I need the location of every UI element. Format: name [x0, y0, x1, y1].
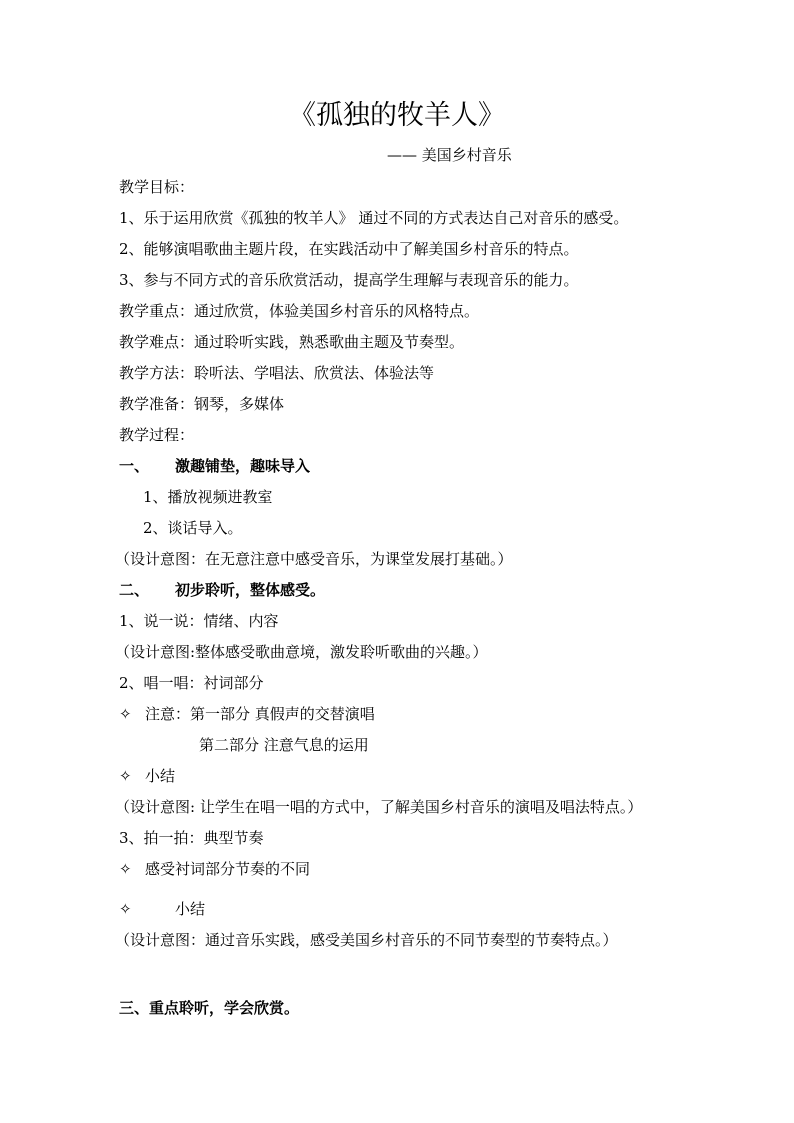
bullet-summary-1 [119, 761, 719, 792]
section-1-item-1: 1、播放视频进教室 [143, 488, 273, 506]
section-2-item-2: 2、唱一唱：衬词部分 [119, 674, 264, 692]
section-2-design-note-2: （设计意图: 让学生在唱一唱的方式中，了解美国乡村音乐的演唱及唱法特点。） [115, 798, 643, 816]
goals-heading: 教学目标： [119, 178, 195, 196]
spacer [119, 885, 719, 894]
difficulty: 教学难点：通过聆听实践，熟悉歌曲主题及节奏型。 [119, 333, 465, 351]
attention-part-2: 第二部分 注意气息的运用 [199, 736, 369, 754]
section-2-title: 初步聆听，整体感受。 [175, 581, 326, 599]
section-2-design-note-3: （设计意图：通过音乐实践，感受美国乡村音乐的不同节奏型的节奏特点。） [115, 931, 618, 949]
section-1-item-2: 2、谈话导入。 [143, 519, 243, 537]
goal-item-3: 3、参与不同方式的音乐欣赏活动，提高学生理解与表现音乐的能力。 [119, 271, 579, 289]
process-heading: 教学过程： [119, 426, 195, 444]
teaching-preparation: 教学准备：钢琴，多媒体 [119, 395, 285, 413]
summary-text-1: 小结 [145, 767, 176, 785]
diamond-bullet-icon: ✧ [119, 767, 132, 785]
summary-text-2: 小结 [175, 900, 206, 918]
section-2-item-1: 1、说一说：情绪、内容 [119, 612, 279, 630]
section-1-title: 激趣铺垫，趣味导入 [175, 457, 311, 475]
section-1-heading [119, 451, 719, 482]
feel-text: 感受衬词部分节奏的不同 [145, 860, 311, 878]
key-point: 教学重点：通过欣赏，体验美国乡村音乐的风格特点。 [119, 302, 480, 320]
document-title: 《孤独的牧羊人》 [289, 100, 505, 131]
bullet-attention [119, 699, 719, 730]
bullet-feel [119, 854, 719, 885]
attention-text: 注意：第一部分 真假声的交替演唱 [145, 705, 375, 723]
section-2-number: 二、 [119, 581, 150, 599]
section-2-design-note-1: （设计意图:整体感受歌曲意境，激发聆听歌曲的兴趣。） [115, 643, 488, 661]
spacer [119, 956, 719, 993]
diamond-bullet-icon: ✧ [119, 705, 132, 723]
diamond-bullet-icon: ✧ [119, 860, 132, 878]
section-2-heading [119, 575, 719, 606]
section-3-heading: 三、重点聆听，学会欣赏。 [119, 999, 300, 1017]
diamond-bullet-icon: ✧ [119, 900, 132, 918]
section-2-item-3: 3、拍一拍：典型节奏 [119, 829, 264, 847]
section-1-number: 一、 [119, 457, 150, 475]
document-subtitle: —— 美国乡村音乐 [387, 146, 512, 164]
goal-item-1: 1、乐于运用欣赏《孤独的牧羊人》 通过不同的方式表达自己对音乐的感受。 [119, 209, 629, 227]
goal-item-2: 2、能够演唱歌曲主题片段，在实践活动中了解美国乡村音乐的特点。 [119, 240, 579, 258]
bullet-summary-2 [119, 894, 719, 925]
section-1-design-note: （设计意图：在无意注意中感受音乐，为课堂发展打基础。） [115, 550, 513, 568]
teaching-methods: 教学方法：聆听法、学唱法、欣赏法、体验法等 [119, 364, 435, 382]
document-body [115, 172, 719, 1024]
